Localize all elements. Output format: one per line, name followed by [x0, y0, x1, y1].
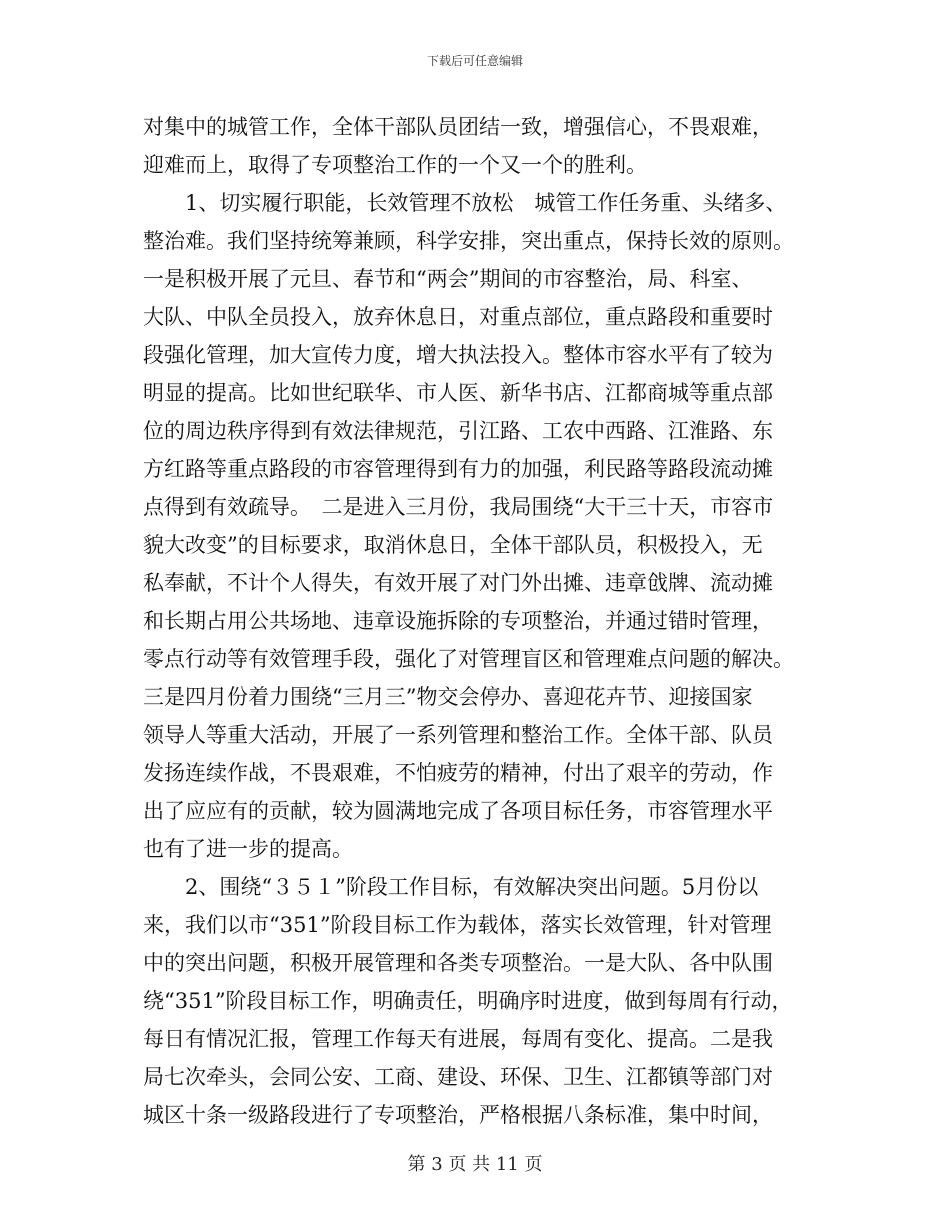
text-line: 一是积极开展了元旦、春节和“两会”期间的市容整治，局、科室、: [143, 267, 753, 291]
text-line: 每日有情况汇报，管理工作每天有进展，每周有变化、提高。二是我: [143, 1027, 773, 1051]
text-line: 绕“351”阶段目标工作，明确责任，明确序时进度，做到每周有行动，: [143, 989, 793, 1013]
text-line: 三是四月份着力围绕“三月三”物交会停办、喜迎花卉节、迎接国家: [143, 685, 753, 709]
text-line: 迎难而上，取得了专项整治工作的一个又一个的胜利。: [143, 153, 647, 177]
text-line: 貌大改变”的目标要求，取消休息日，全体干部队员，积极投入，无: [143, 533, 763, 557]
text-line: 私奉献，不计个人得失，有效开展了对门外出摊、违章戗牌、流动摊: [143, 571, 773, 595]
text-line: 整治难。我们坚持统筹兼顾，科学安排，突出重点，保持长效的原则。: [143, 229, 794, 253]
text-line: 方红路等重点路段的市容管理得到有力的加强，利民路等路段流动摊: [143, 457, 773, 481]
text-line: 来，我们以市“351”阶段目标工作为载体，落实长效管理，针对管理: [143, 913, 772, 937]
document-body: [143, 108, 823, 1134]
text-line: 点得到有效疏导。 二是进入三月份，我局围绕“大干三十天，市容市: [143, 495, 774, 519]
text-line: 零点行动等有效管理手段，强化了对管理盲区和管理难点问题的解决。: [143, 647, 794, 671]
text-line: 和长期占用公共场地、违章设施拆除的专项整治，并通过错时管理，: [143, 609, 773, 633]
text-line: 出了应应有的贡献，较为圆满地完成了各项目标任务，市容管理水平: [143, 799, 773, 823]
page-header: 下载后可任意编辑: [426, 54, 523, 68]
text-line: 领导人等重大活动，开展了一系列管理和整治工作。全体干部、队员: [143, 723, 773, 747]
text-line: 大队、中队全员投入，放弃休息日，对重点部位，重点路段和重要时: [143, 305, 773, 329]
text-line: 对集中的城管工作，全体干部队员团结一致，增强信心，不畏艰难，: [143, 115, 773, 139]
text-line: 明显的提高。比如世纪联华、市人医、新华书店、江都商城等重点部: [143, 381, 773, 405]
text-line: 中的突出问题，积极开展管理和各类专项整治。一是大队、各中队围: [143, 951, 773, 975]
page-number-footer: 第 3 页 共 11 页: [407, 1154, 543, 1175]
text-line: 城区十条一级路段进行了专项整治，严格根据八条标准，集中时间，: [143, 1103, 773, 1127]
text-line: 位的周边秩序得到有效法律规范，引江路、工农中西路、江淮路、东: [143, 419, 773, 443]
text-line: 2、围绕“３５１”阶段工作目标，有效解决突出问题。5月份以: [143, 875, 759, 899]
text-line: 段强化管理，加大宣传力度，增大执法投入。整体市容水平有了较为: [143, 343, 773, 367]
text-line: 1、切实履行职能，长效管理不放松 城管工作任务重、头绪多、: [143, 191, 787, 215]
text-line: 发扬连续作战，不畏艰难，不怕疲劳的精神，付出了艰辛的劳动，作: [143, 761, 773, 785]
text-line: 局七次牵头，会同公安、工商、建设、环保、卫生、江都镇等部门对: [143, 1065, 773, 1089]
text-line: 也有了进一步的提高。: [143, 837, 353, 861]
